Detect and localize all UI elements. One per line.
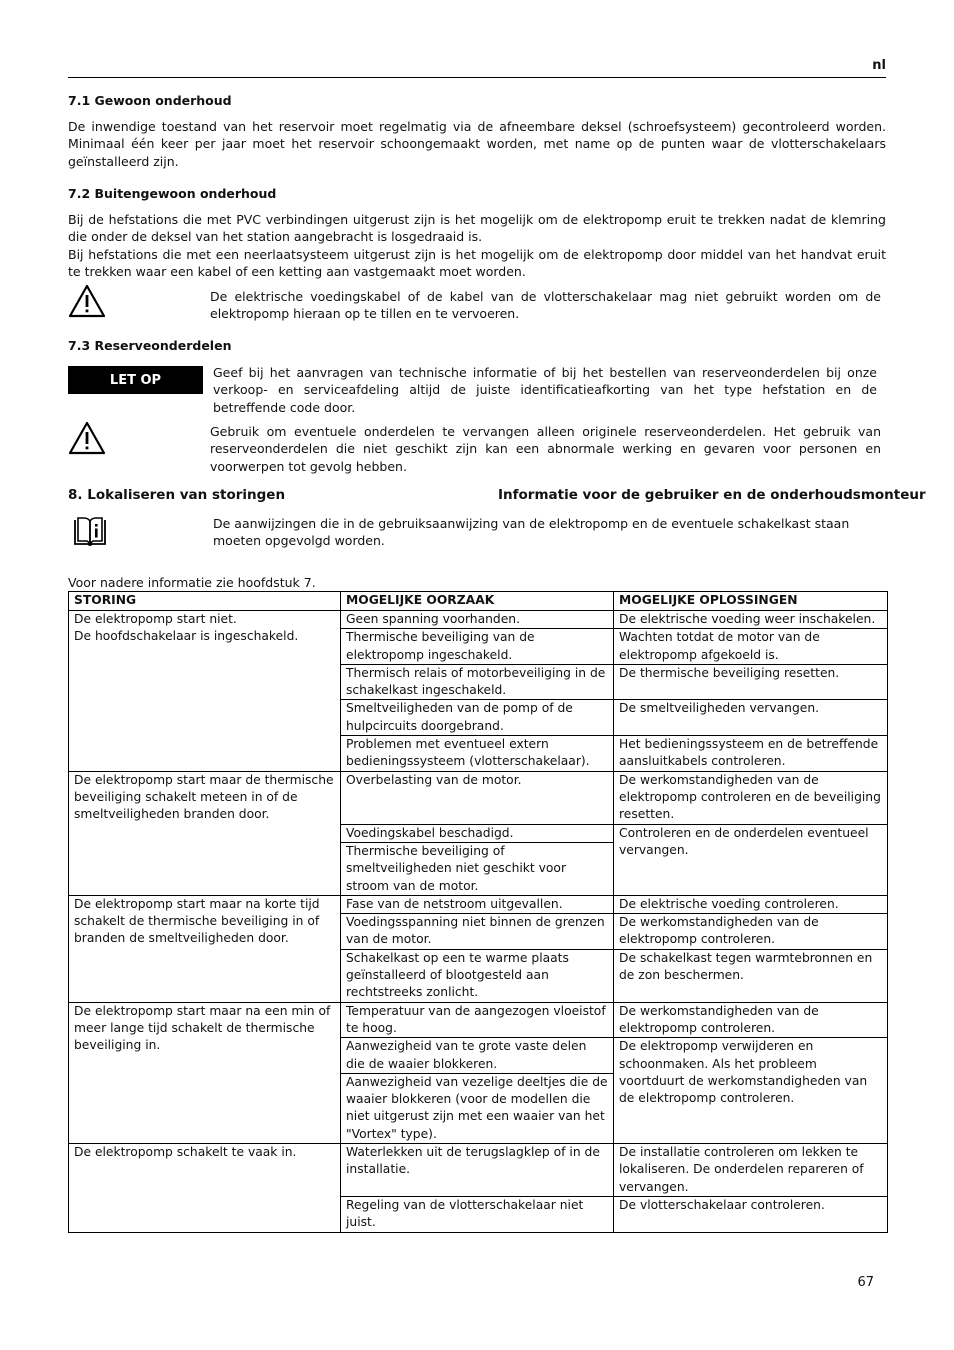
table-row bbox=[69, 771, 888, 824]
fault-cell: De elektropomp schakelt te vaak in. bbox=[69, 1144, 341, 1233]
solution-cell: De vlotterschakelaar controleren. bbox=[614, 1197, 888, 1233]
cause-cell: Aanwezigheid van vezelige deeltjes die de waaier blokkeren (voor de modellen die niet uitgerust zijn met een waaier van het "Vortex" type). bbox=[341, 1073, 614, 1143]
table-header-row bbox=[69, 592, 888, 611]
manual-note: De aanwijzingen die in de gebruiksaanwijzing van de elektropomp en de eventuele schakelkast staan moeten opgevolgd worden. bbox=[213, 516, 850, 549]
header-rule bbox=[68, 77, 886, 78]
cause-cell: Thermische beveiliging van de elektropomp ingeschakeld. bbox=[341, 629, 614, 665]
cause-cell: Regeling van de vlotterschakelaar niet juist. bbox=[341, 1197, 614, 1233]
page-number: 67 bbox=[857, 1275, 874, 1290]
fault-cell: De elektropomp start maar de thermische beveiliging schakelt meteen in of de smeltveiligheden branden door. bbox=[69, 771, 341, 895]
fault-cell: De elektropomp start maar na korte tijd schakelt de thermische beveiliging in of branden de smeltveiligheden door. bbox=[69, 895, 341, 1002]
solution-cell: De elektrische voeding controleren. bbox=[614, 895, 888, 913]
solution-cell: Wachten totdat de motor van de elektropomp afgekoeld is. bbox=[614, 629, 888, 665]
let-op-text: Geef bij het aanvragen van technische informatie of bij het bestellen van reserveonderdelen bij onze verkoop- en serviceafdeling altijd de juiste identificatieafkorting van het type hefstation en de betreffende code door. bbox=[213, 365, 877, 415]
cause-cell: Schakelkast op een te warme plaats geïnstalleerd of blootgesteld aan rechtstreeks zonlicht. bbox=[341, 949, 614, 1002]
cause-cell: Fase van de netstroom uitgevallen. bbox=[341, 895, 614, 913]
cause-cell: Problemen met eventueel extern bedieningssysteem (vlotterschakelaar). bbox=[341, 736, 614, 772]
cause-cell: Waterlekken uit de terugslagklep of in de installatie. bbox=[341, 1144, 614, 1197]
section-7-3-warning: Gebruik om eventuele onderdelen te vervangen alleen originele reserveonderdelen. Het gebruik van reserveonderdelen die niet geschikt zijn kan een abnormale werking en gevaren voor personen en voorwerpen tot gevolg hebben. bbox=[210, 424, 881, 474]
cause-cell: Temperatuur van de aangezogen vloeistof te hoog. bbox=[341, 1002, 614, 1038]
section-8-subheading: Informatie voor de gebruiker en de onderhoudsmonteur bbox=[498, 487, 926, 503]
column-header: STORING bbox=[69, 592, 341, 611]
section-7-3-heading: 7.3 Reserveonderdelen bbox=[68, 338, 232, 353]
warning-icon bbox=[68, 284, 106, 318]
cause-cell: Smeltveiligheden van de pomp of de hulpcircuits doorgebrand. bbox=[341, 700, 614, 736]
cause-cell: Voedingsspanning niet binnen de grenzen van de motor. bbox=[341, 914, 614, 950]
section-7-2-heading: 7.2 Buitengewoon onderhoud bbox=[68, 186, 277, 201]
solution-cell: De werkomstandigheden van de elektropomp controleren. bbox=[614, 1002, 888, 1038]
section-7-2-text-2: Bij hefstations die met een neerlaatsysteem uitgerust zijn is het mogelijk om de elektropomp door middel van het handvat eruit te trekken waar een kabel of een ketting aan vastgemaakt moet worden. bbox=[68, 247, 886, 280]
cause-cell: Voedingskabel beschadigd. bbox=[341, 824, 614, 842]
solution-cell: De installatie controleren om lekken te lokaliseren. De onderdelen repareren of vervangen. bbox=[614, 1144, 888, 1197]
cause-cell: Thermisch relais of motorbeveiliging in de schakelkast ingeschakeld. bbox=[341, 664, 614, 700]
troubleshooting-table bbox=[68, 591, 888, 1233]
section-7-1-text: De inwendige toestand van het reservoir moet regelmatig via de afneembare deksel (schroefsysteem) gecontroleerd worden. Minimaal één keer per jaar moet het reservoir schoongemaakt worden, met name op de punten waar de vlotterschakelaars geïnstalleerd zijn. bbox=[68, 119, 886, 169]
solution-cell: De elektropomp verwijderen en schoonmaken. Als het probleem voortduurt de werkomstandigheden van de elektropomp controleren. bbox=[614, 1038, 888, 1144]
solution-cell: De werkomstandigheden van de elektropomp controleren en de beveiliging resetten. bbox=[614, 771, 888, 824]
column-header: MOGELIJKE OORZAAK bbox=[341, 592, 614, 611]
cause-cell: Aanwezigheid van te grote vaste delen die de waaier blokkeren. bbox=[341, 1038, 614, 1074]
solution-cell: De smeltveiligheden vervangen. bbox=[614, 700, 888, 736]
table-row bbox=[69, 1144, 888, 1197]
cause-cell: Thermische beveiliging of smeltveiligheden niet geschikt voor stroom van de motor. bbox=[341, 842, 614, 895]
let-op-label: LET OP bbox=[68, 366, 203, 394]
section-8-heading: 8. Lokaliseren van storingen bbox=[68, 487, 286, 503]
section-7-2-warning: De elektrische voedingskabel of de kabel van de vlotterschakelaar mag niet gebruikt worden om de elektropomp hieraan op te tillen en te vervoeren. bbox=[210, 289, 881, 322]
more-info: Voor nadere informatie zie hoofdstuk 7. bbox=[68, 575, 316, 590]
table-row bbox=[69, 611, 888, 629]
solution-cell: De werkomstandigheden van de elektropomp controleren. bbox=[614, 914, 888, 950]
fault-cell: De elektropomp start maar na een min of meer lange tijd schakelt de thermische beveiliging in. bbox=[69, 1002, 341, 1143]
manual-book-icon bbox=[72, 516, 108, 548]
column-header: MOGELIJKE OPLOSSINGEN bbox=[614, 592, 888, 611]
language-code: nl bbox=[872, 58, 886, 73]
section-7-2-text-1: Bij de hefstations die met PVC verbindingen uitgerust zijn is het mogelijk om de elektropomp eruit te trekken nadat de klemring die onder de deksel van het station aangebracht is losgedraaid is. bbox=[68, 212, 886, 245]
warning-icon bbox=[68, 421, 106, 455]
solution-cell: De elektrische voeding weer inschakelen. bbox=[614, 611, 888, 629]
cause-cell: Geen spanning voorhanden. bbox=[341, 611, 614, 629]
solution-cell: De thermische beveiliging resetten. bbox=[614, 664, 888, 700]
cause-cell: Overbelasting van de motor. bbox=[341, 771, 614, 824]
table-row bbox=[69, 895, 888, 913]
section-7-1-heading: 7.1 Gewoon onderhoud bbox=[68, 93, 232, 108]
solution-cell: De schakelkast tegen warmtebronnen en de zon beschermen. bbox=[614, 949, 888, 1002]
table-row bbox=[69, 1002, 888, 1038]
solution-cell: Controleren en de onderdelen eventueel vervangen. bbox=[614, 824, 888, 895]
fault-cell: De elektropomp start niet. De hoofdschakelaar is ingeschakeld. bbox=[69, 611, 341, 772]
solution-cell: Het bedieningssysteem en de betreffende aansluitkabels controleren. bbox=[614, 736, 888, 772]
